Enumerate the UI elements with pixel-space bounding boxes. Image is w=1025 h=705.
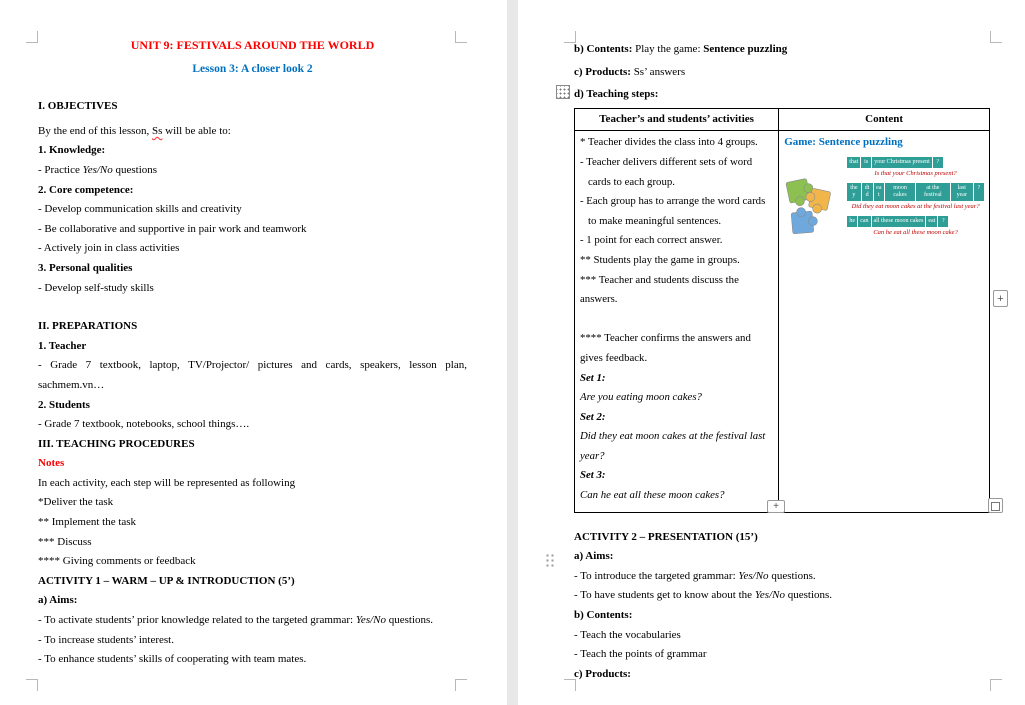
text-boundary-mark [990, 31, 1002, 43]
document-page-2 [518, 0, 1025, 705]
intro-text: will be able to: [162, 124, 231, 137]
teacher-heading: 1. Teacher [38, 339, 87, 352]
teaching-steps-label: d) Teaching steps: [574, 88, 659, 101]
objectives-heading: I. OBJECTIVES [38, 100, 118, 113]
notes-label: Notes [38, 457, 65, 470]
game-name: Sentence puzzling [703, 43, 788, 55]
competence-item: - Be collaborative and supportive in pair work and teamwork [38, 222, 307, 235]
insert-row-button[interactable] [767, 500, 785, 513]
activity-step: *** Teacher and students discuss the answers. [580, 273, 739, 306]
card-caption: Did they eat moon cakes at the festival last year? [851, 202, 980, 210]
products-label: c) Products: [574, 65, 631, 78]
plus-icon: + [773, 501, 779, 512]
card-row [847, 157, 984, 178]
activity2-heading: ACTIVITY 2 – PRESENTATION (15’) [574, 530, 758, 543]
contents-line [574, 40, 990, 60]
set-sentence: Are you eating moon cakes? [580, 391, 702, 404]
aims-heading: a) Aims: [38, 594, 78, 607]
empty-line [580, 310, 773, 330]
game-figure [784, 156, 984, 256]
activity-step: **** Teacher confirms the answers and gives feedback. [580, 332, 751, 364]
doc-subtitle: Lesson 3: A closer look 2 [192, 62, 313, 75]
notes-step: ** Implement the task [38, 516, 137, 529]
competence-item: - Actively join in class activities [38, 242, 180, 255]
italic-run: Yes/No [355, 614, 386, 627]
game-title: Game: Sentence puzzling [784, 136, 903, 149]
qualities-heading: 3. Personal qualities [38, 261, 133, 274]
table-move-handle-icon[interactable] [556, 85, 570, 99]
products2-heading: c) Products: [574, 667, 631, 680]
notes-step: *** Discuss [38, 535, 92, 548]
table-body-row [575, 131, 990, 512]
activity-step: - Teacher delivers different sets of word cards to each group. [580, 155, 753, 188]
products-line [574, 63, 990, 83]
content-column-header: Content [779, 108, 990, 131]
activity-step: * Teacher divides the class into 4 groups. [580, 136, 758, 149]
set-label: Set 3: [580, 469, 606, 482]
objectives-intro [38, 122, 467, 142]
card-row [847, 216, 984, 237]
word-card: he [847, 216, 857, 227]
text-run: - Practice [38, 163, 83, 176]
table-header-row [575, 108, 990, 131]
spellchecked-word: Ss [151, 124, 163, 137]
activities-column-header: Teacher’s and students’ activities [575, 108, 779, 131]
aim-item [574, 586, 990, 606]
aim-item [574, 567, 990, 587]
word-card: eat [926, 216, 937, 227]
italic-run: Yes/No [738, 569, 769, 582]
margin-plus-button[interactable] [993, 290, 1008, 307]
qualities-item: - Develop self-study skills [38, 281, 154, 294]
text-boundary-mark [26, 31, 38, 43]
students-heading: 2. Students [38, 398, 90, 411]
text-run: questions [112, 163, 158, 176]
competence-heading: 2. Core competence: [38, 183, 134, 196]
word-card: can [858, 216, 870, 227]
word-card: your Christmas present [872, 157, 932, 168]
contents2-item: - Teach the vocabularies [574, 628, 681, 641]
contents2-heading: b) Contents: [574, 609, 633, 622]
resize-square-icon [991, 502, 1000, 511]
set-label: Set 1: [580, 371, 606, 384]
notes-intro: In each activity, each step will be represented as following [38, 476, 296, 489]
notes-step: *Deliver the task [38, 496, 114, 509]
word-card: at the festival [916, 183, 950, 201]
puzzle-pieces-icon [784, 168, 842, 256]
text-run: Ss’ answers [630, 65, 686, 78]
aims-heading: a) Aims: [574, 550, 614, 563]
doc-title: UNIT 9: FESTIVALS AROUND THE WORLD [130, 38, 375, 52]
activity-step: - 1 point for each correct answer. [580, 234, 723, 247]
notes-step: **** Giving comments or feedback [38, 555, 196, 568]
knowledge-item [38, 161, 467, 181]
teaching-steps-table [574, 108, 990, 513]
word-card: they [847, 183, 860, 201]
page-1-content [0, 0, 507, 670]
text-run: questions. [784, 589, 833, 602]
text-boundary-mark [564, 679, 576, 691]
card-row [847, 183, 984, 211]
plus-icon: + [997, 293, 1004, 305]
word-card: that [847, 157, 860, 168]
word-card: did [862, 183, 873, 201]
activity-step: - Each group has to arrange the word cards to make meaningful sentences. [580, 195, 766, 227]
card-cells [847, 157, 984, 168]
word-card: all these moon cakes [872, 216, 926, 227]
word-card: moon cakes [885, 183, 915, 201]
word-card-rows [847, 157, 984, 237]
word-card: eat [874, 183, 884, 201]
page-2-content [518, 0, 1025, 684]
aim-item [38, 611, 467, 631]
preparations-heading: II. PREPARATIONS [38, 320, 138, 333]
knowledge-heading: 1. Knowledge: [38, 144, 106, 157]
card-cells [847, 183, 984, 201]
contents-label: b) Contents: [574, 43, 633, 55]
text-boundary-mark [26, 679, 38, 691]
italic-run: Yes/No [82, 163, 113, 176]
text-boundary-mark [455, 31, 467, 43]
card-caption: Is that your Christmas present? [874, 169, 957, 177]
contents2-item: - Teach the points of grammar [574, 648, 707, 661]
word-card: ? [938, 216, 948, 227]
activities-cell [575, 131, 779, 512]
text-run: - To activate students’ prior knowledge related to the targeted grammar: [38, 614, 356, 627]
text-boundary-mark [455, 679, 467, 691]
word-card: last year [951, 183, 973, 201]
text-run: Play the game: [632, 43, 704, 55]
students-item: - Grade 7 textbook, notebooks, school things…. [38, 418, 250, 431]
paragraph-drag-handle-icon[interactable] [545, 553, 555, 568]
table-resize-button[interactable] [988, 498, 1003, 513]
card-cells [847, 216, 984, 227]
text-boundary-mark [564, 31, 576, 43]
aim-item: - To increase students’ interest. [38, 633, 174, 646]
word-card: ? [974, 183, 984, 201]
text-run: questions. [768, 569, 816, 582]
activity1-heading: ACTIVITY 1 – WARM – UP & INTRODUCTION (5’) [38, 574, 295, 587]
word-card: ? [933, 157, 943, 168]
aim-item: - To enhance students’ skills of cooperating with team mates. [38, 653, 307, 666]
italic-run: Yes/No [754, 589, 785, 602]
document-page-1 [0, 0, 507, 705]
card-caption: Can he eat all these moon cake? [873, 228, 958, 236]
set-sentence: Can he eat all these moon cakes? [580, 489, 725, 502]
intro-text: By the end of this lesson, [38, 124, 152, 137]
content-cell [779, 131, 990, 512]
activity-step: ** Students play the game in groups. [580, 253, 740, 266]
text-run: - To introduce the targeted grammar: [574, 569, 739, 582]
procedures-heading: III. TEACHING PROCEDURES [38, 437, 195, 450]
word-card: is [861, 157, 871, 168]
text-boundary-mark [990, 679, 1002, 691]
text-run: questions. [386, 614, 434, 627]
set-sentence: Did they eat moon cakes at the festival last year? [580, 430, 766, 462]
text-run: - To have students get to know about the [574, 589, 755, 602]
competence-item: - Develop communication skills and creativity [38, 203, 242, 216]
set-label: Set 2: [580, 410, 606, 423]
teacher-item: - Grade 7 textbook, laptop, TV/Projector/ pictures and cards, speakers, lesson plan, sachmem.vn… [38, 359, 467, 391]
